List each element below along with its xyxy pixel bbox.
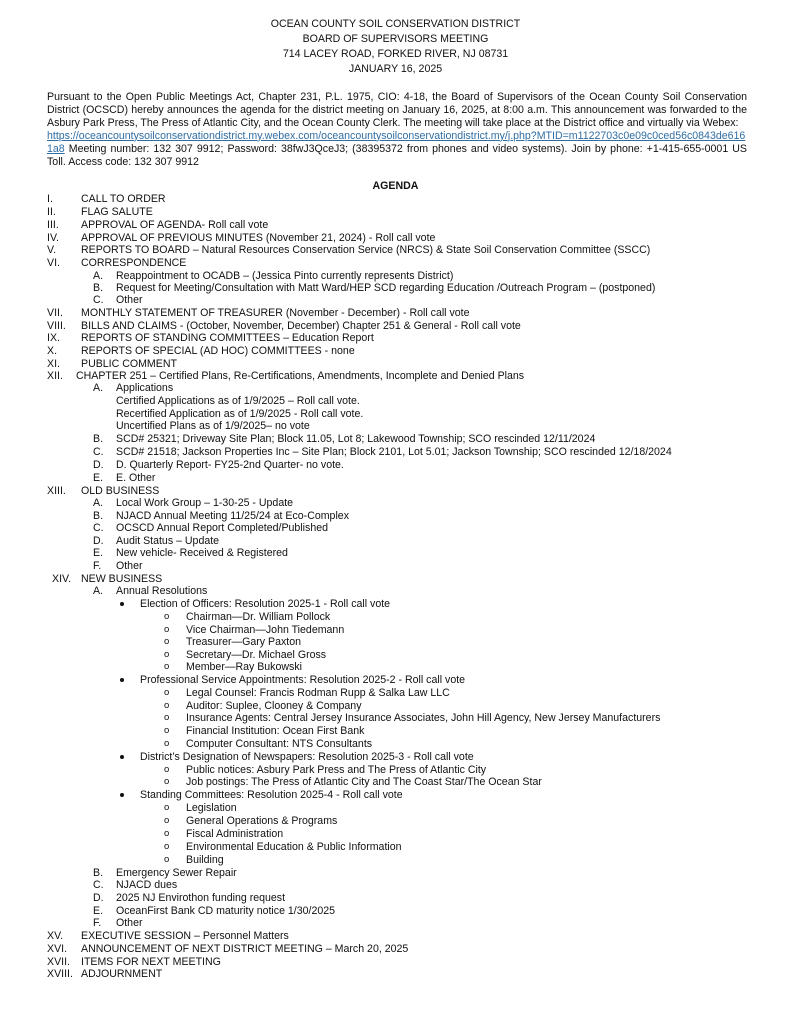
item-number: II. [47,206,56,218]
resolution-item: Standing Committees: Resolution 2025-4 - Roll call vote [140,789,403,801]
bullet-icon [120,602,124,606]
item-number: I. [47,193,53,205]
sub-item-letter: F. [93,917,102,929]
item-number: IX. [47,332,60,344]
resolution-detail: Legislation [186,802,237,814]
agenda-item-bills-claims: BILLS AND CLAIMS - (October, November, December) Chapter 251 & General - Roll call vote [81,320,521,332]
sub-item: OceanFirst Bank CD maturity notice 1/30/2025 [116,905,336,917]
sub-item: Other [116,560,143,572]
item-number: X. [47,345,58,357]
circle-bullet-icon: o [164,712,170,723]
circle-bullet-icon: o [164,624,170,635]
sub-item-letter: C. [93,522,104,534]
resolution-detail: Chairman—Dr. William Pollock [186,611,331,623]
item-number: III. [47,219,59,231]
sub-item: 2025 NJ Envirothon funding request [116,892,286,904]
sub-item-letter: A. [93,270,104,282]
sub-item: New vehicle- Received & Registered [116,547,288,559]
agenda-item-items-next-meeting: ITEMS FOR NEXT MEETING [81,956,221,968]
sub-item-letter: F. [93,560,102,572]
sub-item: D. Quarterly Report- FY25-2nd Quarter- no vote. [116,459,344,471]
agenda-item-public-comment: PUBLIC COMMENT [81,358,177,370]
agenda-item-new-business: NEW BUSINESS [81,573,163,585]
agenda-item-previous-minutes: APPROVAL OF PREVIOUS MINUTES (November 21, 2024) - Roll call vote [81,232,436,244]
circle-bullet-icon: o [164,738,170,749]
item-number: XII. [47,370,63,382]
item-number: XVI. [47,943,68,955]
resolution-detail: Treasurer—Gary Paxton [186,636,301,648]
item-number: XI. [47,358,60,370]
circle-bullet-icon: o [164,841,170,852]
sub-item-letter: B. [93,867,104,879]
sub-item: Reappointment to OCADB – (Jessica Pinto currently represents District) [116,270,454,282]
webex-link[interactable]: https://oceancountysoilconservationdistrict.my.webex.com/oceancountysoilconservationdistrict.my/j.php?MTID=m1122703c0e09c0ced56c0843de6161a8 [47,129,746,155]
resolution-detail: Secretary—Dr. Michael Gross [186,649,327,661]
resolution-detail: Building [186,854,224,866]
sub-item: OCSCD Annual Report Completed/Published [116,522,328,534]
meeting-address: 714 LACEY ROAD, FORKED RIVER, NJ 08731 [282,48,509,60]
resolution-detail: Insurance Agents: Central Jersey Insurance Associates, John Hill Agency, New Jersey Manufacturers [186,712,661,724]
agenda-heading: AGENDA [372,180,419,192]
sub-item-detail: Recertified Application as of 1/9/2025 - Roll call vote. [116,408,364,420]
resolution-item: District’s Designation of Newspapers: Resolution 2025-3 - Roll call vote [140,751,474,763]
agenda-item-executive-session: EXECUTIVE SESSION – Personnel Matters [81,930,289,942]
resolution-detail: General Operations & Programs [186,815,338,827]
circle-bullet-icon: o [164,854,170,865]
item-number: XVIII. [47,968,73,980]
bullet-icon [120,755,124,759]
item-number: IV. [47,232,59,244]
resolution-detail: Public notices: Asbury Park Press and The Press of Atlantic City [186,764,487,776]
circle-bullet-icon: o [164,815,170,826]
circle-bullet-icon: o [164,828,170,839]
sub-item-letter: C. [93,446,104,458]
sub-item-detail: Uncertified Plans as of 1/9/2025– no vote [116,420,310,432]
circle-bullet-icon: o [164,661,170,672]
item-number: XVII. [47,956,70,968]
sub-item: Request for Meeting/Consultation with Matt Ward/HEP SCD regarding Education /Outreach Program – (postponed) [116,282,656,294]
sub-item: E. Other [116,472,156,484]
circle-bullet-icon: o [164,725,170,736]
sub-item-letter: A. [93,497,104,509]
circle-bullet-icon: o [164,764,170,775]
circle-bullet-icon: o [164,649,170,660]
resolution-detail: Member—Ray Bukowski [186,661,302,673]
sub-item-letter: B. [93,282,104,294]
sub-item-letter: C. [93,294,104,306]
resolution-detail: Environmental Education & Public Information [186,841,402,853]
sub-item-letter: B. [93,510,104,522]
meeting-details: Meeting number: 132 307 9912; Password: 38fwJ3QceJ3; (38395372 from phones and video systems). Join by phone: +1-415-655-0001 US Toll. Access code: 132 307 9912 [47,142,747,168]
agenda-item-approval-agenda: APPROVAL OF AGENDA- Roll call vote [81,219,269,231]
sub-item-letter: C. [93,879,104,891]
sub-item: Annual Resolutions [116,585,208,597]
sub-item: Other [116,917,143,929]
intro-paragraph [47,91,747,168]
intro-text: Pursuant to the Open Public Meetings Act, Chapter 231, P.L. 1975, CIO: 4-18, the Board of Supervisors of the Ocean County Soil Conservation District (OCSCD) hereby announces the agenda for the district meeting on January 16, 2025, at 8:00 a.m. This announcement was forwarded to the Asbury Park Press, The Press of Atlantic City, and the Ocean County Clerk. The meeting will take place at the District office and virtually via Webex: [47,91,747,129]
sub-item-letter: E. [93,547,104,559]
sub-item: NJACD dues [116,879,178,891]
resolution-detail: Auditor: Suplee, Clooney & Company [186,700,362,712]
sub-item-letter: E. [93,472,104,484]
circle-bullet-icon: o [164,776,170,787]
sub-item: Other [116,294,143,306]
sub-item: SCD# 25321; Driveway Site Plan; Block 11.05, Lot 8; Lakewood Township; SCO rescinded 12/11/2024 [116,433,596,445]
item-number: XV. [47,930,64,942]
agenda-item-treasurer: MONTHLY STATEMENT OF TREASURER (November - December) - Roll call vote [81,307,470,319]
item-number: VI. [47,257,60,269]
circle-bullet-icon: o [164,802,170,813]
sub-item-letter: D. [93,892,104,904]
meeting-title: BOARD OF SUPERVISORS MEETING [302,33,489,45]
circle-bullet-icon: o [164,636,170,647]
circle-bullet-icon: o [164,700,170,711]
sub-item: Emergency Sewer Repair [116,867,237,879]
agenda-item-call-to-order: CALL TO ORDER [81,193,166,205]
bullet-icon [120,793,124,797]
sub-item-letter: A. [93,585,104,597]
resolution-detail: Vice Chairman—John Tiedemann [186,624,345,636]
agenda-item-special-committees: REPORTS OF SPECIAL (AD HOC) COMMITTEES - none [81,345,355,357]
agenda-item-old-business: OLD BUSINESS [81,485,160,497]
sub-item-letter: A. [93,382,104,394]
resolution-item: Election of Officers: Resolution 2025-1 - Roll call vote [140,598,391,610]
sub-item: Local Work Group – 1-30-25 - Update [116,497,294,509]
sub-item-letter: D. [93,459,104,471]
circle-bullet-icon: o [164,611,170,622]
agenda-item-adjournment: ADJOURNMENT [81,968,163,980]
circle-bullet-icon: o [164,687,170,698]
bullet-icon [120,678,124,682]
agenda-item-flag-salute: FLAG SALUTE [81,206,153,218]
item-number: XIII. [47,485,66,497]
sub-item-letter: B. [93,433,104,445]
item-number: XIV. [52,573,72,585]
resolution-detail: Legal Counsel: Francis Rodman Rupp & Salka Law LLC [186,687,450,699]
sub-item: Applications [116,382,174,394]
sub-item-detail: Certified Applications as of 1/9/2025 – Roll call vote. [116,395,360,407]
resolution-detail: Financial Institution: Ocean First Bank [186,725,365,737]
agenda-item-reports-to-board: REPORTS TO BOARD – Natural Resources Conservation Service (NRCS) & State Soil Conservation Committee (SSCC) [81,244,651,256]
item-number: VIII. [47,320,66,332]
sub-item: SCD# 21518; Jackson Properties Inc – Site Plan; Block 2101, Lot 5.01; Jackson Township; SCO rescinded 12/18/2024 [116,446,672,458]
sub-item-letter: E. [93,905,104,917]
resolution-detail: Computer Consultant: NTS Consultants [186,738,373,750]
resolution-item: Professional Service Appointments: Resolution 2025-2 - Roll call vote [140,674,466,686]
item-number: V. [47,244,57,256]
meeting-date: JANUARY 16, 2025 [348,63,443,75]
sub-item-letter: D. [93,535,104,547]
sub-item: NJACD Annual Meeting 11/25/24 at Eco-Complex [116,510,349,522]
agenda-item-standing-committees: REPORTS OF STANDING COMMITTEES – Education Report [81,332,374,344]
agenda-item-chapter-251: CHAPTER 251 – Certified Plans, Re-Certifications, Amendments, Incomplete and Denied Plans [76,370,525,382]
district-name: OCEAN COUNTY SOIL CONSERVATION DISTRICT [270,18,521,30]
agenda-item-next-meeting: ANNOUNCEMENT OF NEXT DISTRICT MEETING – March 20, 2025 [81,943,409,955]
sub-item: Audit Status – Update [116,535,220,547]
agenda-item-correspondence: CORRESPONDENCE [81,257,187,269]
resolution-detail: Job postings: The Press of Atlantic City and The Coast Star/The Ocean Star [186,776,542,788]
resolution-detail: Fiscal Administration [186,828,284,840]
item-number: VII. [47,307,63,319]
